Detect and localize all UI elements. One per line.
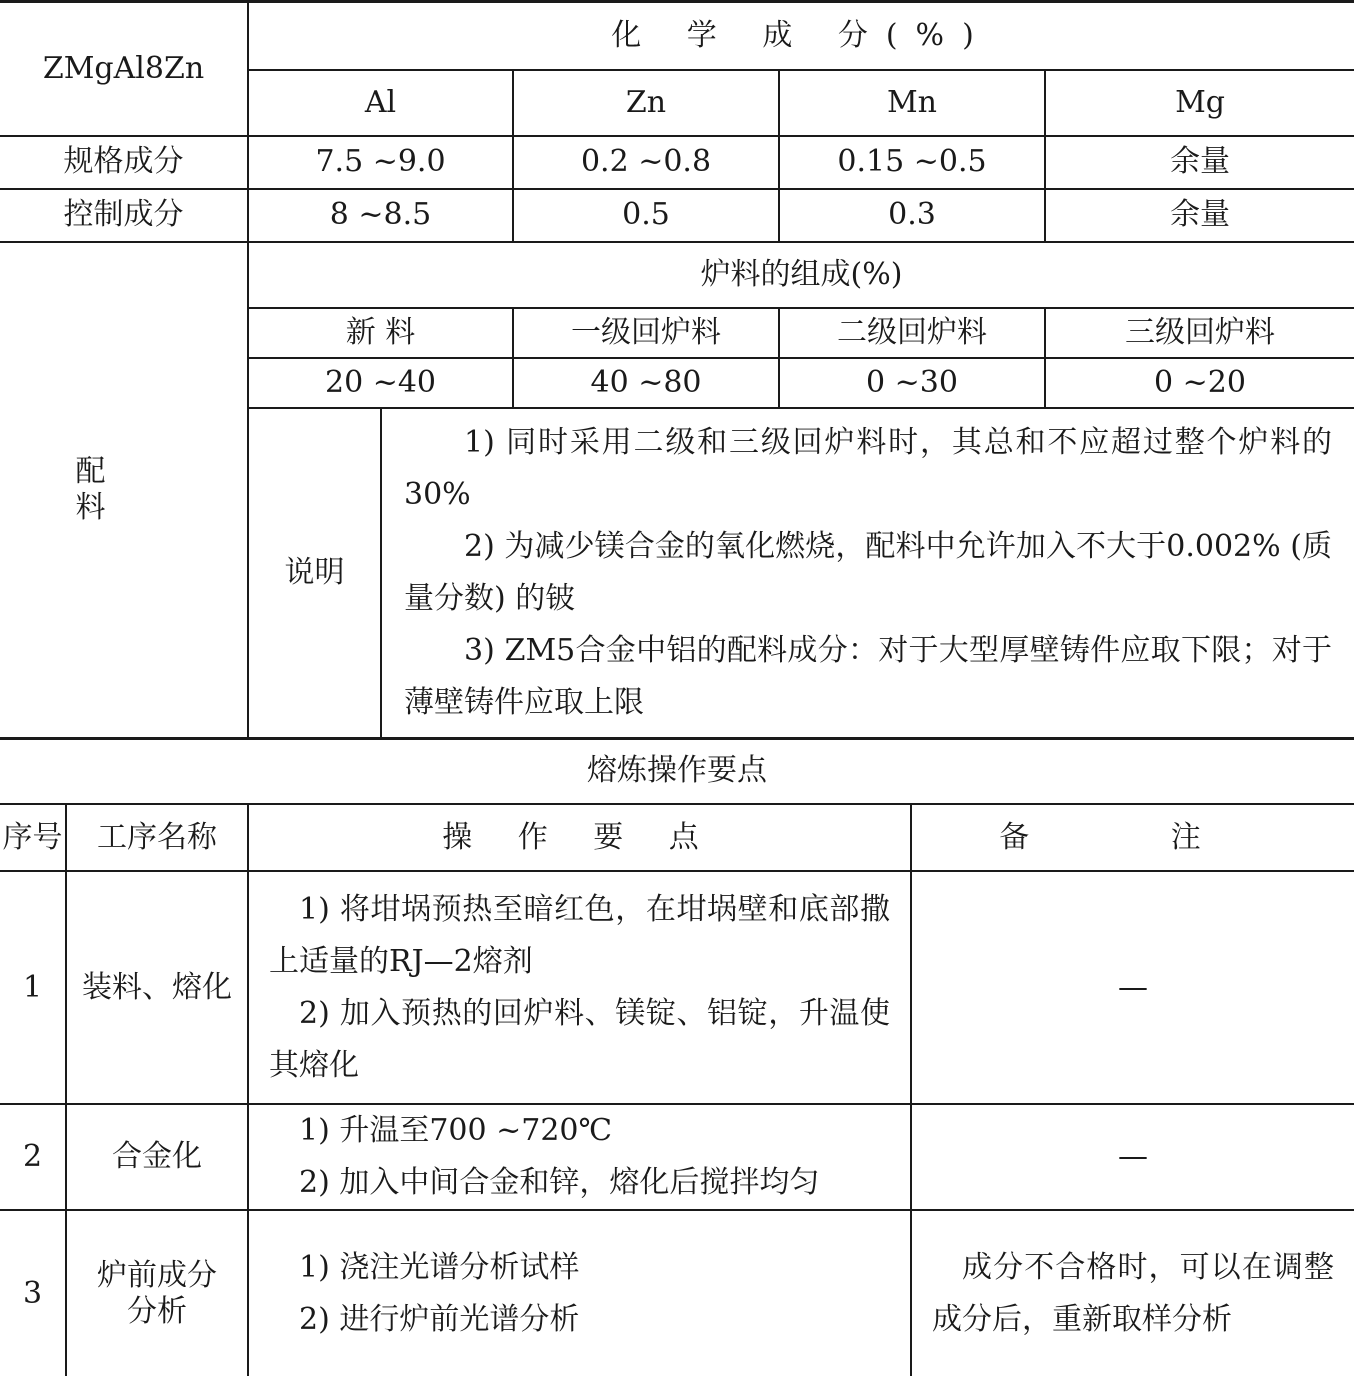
point-item: 2) 进行炉前光谱分析	[299, 1301, 580, 1337]
step-points	[248, 1210, 911, 1376]
table-cell: 0.2 ~0.8	[513, 136, 779, 189]
composition-title: 化 学 成 分(%)	[248, 2, 1354, 70]
step-points	[248, 871, 911, 1104]
step-remarks: —	[911, 871, 1354, 1104]
table-cell: 0 ~30	[779, 358, 1045, 408]
header-remarks: 备 注	[911, 804, 1354, 871]
table-cell: 余量	[1045, 189, 1354, 242]
table-cell: 0.3	[779, 189, 1045, 242]
step-remarks	[911, 1210, 1354, 1376]
element-header: Mn	[779, 70, 1045, 136]
step-points	[248, 1104, 911, 1210]
table-cell: 40 ~80	[513, 358, 779, 408]
table-row	[0, 1210, 1354, 1376]
point-item: 2) 加入预热的回炉料、镁锭、铝锭，升温使其熔化	[269, 995, 890, 1083]
point-item: 1) 将坩埚预热至暗红色，在坩埚壁和底部撒上适量的RJ—2熔剂	[269, 891, 890, 979]
table-cell: 20 ~40	[248, 358, 513, 408]
alloy-name: ZMgAl8Zn	[0, 2, 248, 136]
element-header: Al	[248, 70, 513, 136]
table-cell: 0.5	[513, 189, 779, 242]
smelting-title: 熔炼操作要点	[0, 738, 1354, 804]
header-no: 序号	[0, 804, 66, 871]
step-no: 2	[0, 1104, 66, 1210]
point-item: 2) 加入中间合金和锌，熔化后搅拌均匀	[299, 1165, 820, 1200]
step-process: 合金化	[66, 1104, 248, 1210]
row-label: 规格成分	[0, 136, 248, 189]
element-header: Mg	[1045, 70, 1354, 136]
table-row	[0, 1104, 1354, 1210]
charge-header: 一级回炉料	[513, 308, 779, 358]
table-row	[0, 871, 1354, 1104]
table-row	[0, 189, 1354, 242]
row-label: 控制成分	[0, 189, 248, 242]
element-header: Zn	[513, 70, 779, 136]
charge-title: 炉料的组成(%)	[248, 242, 1354, 308]
notes-label: 说明	[248, 408, 381, 739]
charge-header: 三级回炉料	[1045, 308, 1354, 358]
step-no: 3	[0, 1210, 66, 1376]
step-remarks: —	[911, 1104, 1354, 1210]
smelting-table	[0, 737, 1354, 1376]
step-process: 装料、熔化	[66, 871, 248, 1104]
remarks-text: 成分不合格时，可以在调整成分后，重新取样分析	[932, 1249, 1334, 1337]
table-cell: 8 ~8.5	[248, 189, 513, 242]
step-no: 1	[0, 871, 66, 1104]
table-row	[0, 136, 1354, 189]
note-item: 3) ZM5合金中铝的配料成分：对于大型厚壁铸件应取下限；对于薄壁铸件应取上限	[404, 633, 1333, 720]
header-process: 工序名称	[66, 804, 248, 871]
header-points: 操 作 要 点	[248, 804, 911, 871]
step-process: 炉前成分分析	[66, 1210, 248, 1376]
notes-text	[381, 408, 1354, 739]
table-cell: 7.5 ~9.0	[248, 136, 513, 189]
table-cell: 余量	[1045, 136, 1354, 189]
note-item: 1) 同时采用二级和三级回炉料时，其总和不应超过整个炉料的30%	[404, 425, 1333, 512]
table-cell: 0 ~20	[1045, 358, 1354, 408]
point-item: 1) 浇注光谱分析试样	[299, 1249, 580, 1285]
table-cell: 0.15 ~0.5	[779, 136, 1045, 189]
note-item: 2) 为减少镁合金的氧化燃烧，配料中允许加入不大于0.002% (质量分数) 的铍	[404, 529, 1333, 616]
charge-header: 二级回炉料	[779, 308, 1045, 358]
charge-header: 新 料	[248, 308, 513, 358]
charge-label: 配 料	[0, 242, 248, 739]
point-item: 1) 升温至700 ~720℃	[299, 1113, 613, 1148]
